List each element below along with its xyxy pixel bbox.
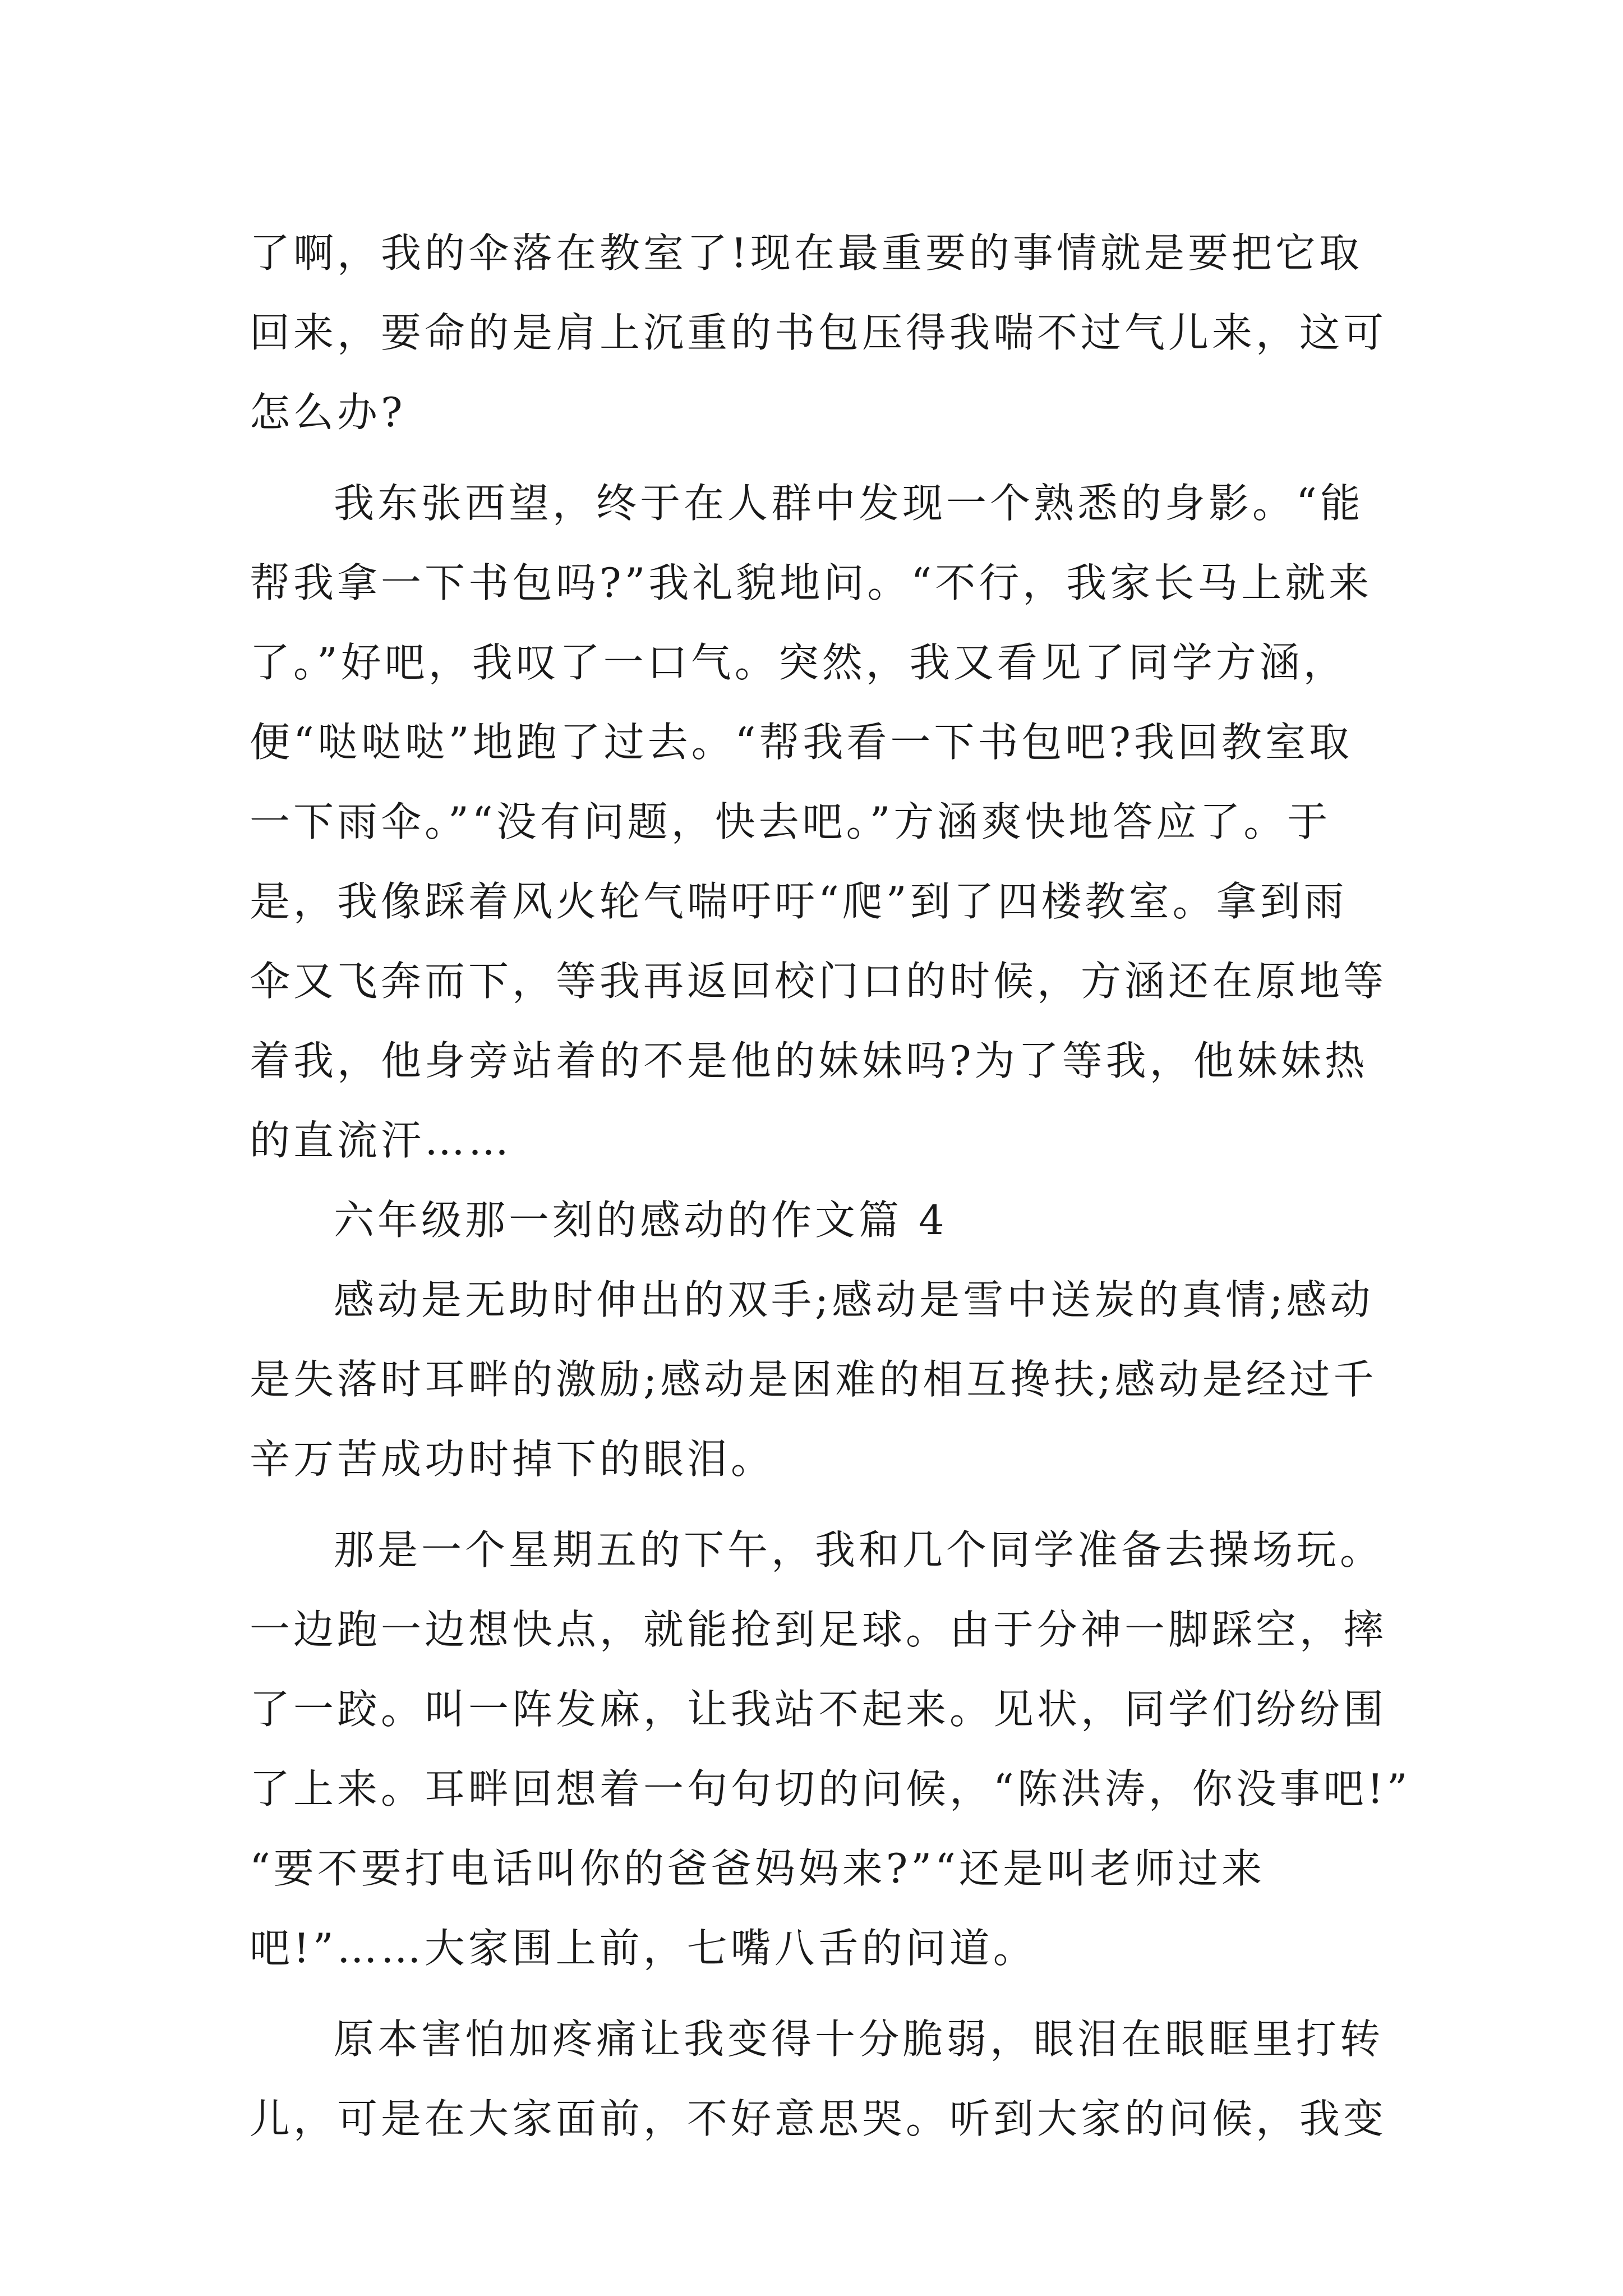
text-line: 便“哒哒哒”地跑了过去。“帮我看一下书包吧?我回教室取 — [250, 719, 1353, 766]
document-body — [250, 213, 1411, 2159]
paragraph — [250, 463, 1387, 1180]
text-line: 伞又飞奔而下，等我再返回校门口的时候，方涵还在原地等 — [250, 958, 1387, 1005]
text-line: 了啊，我的伞落在教室了!现在最重要的事情就是要把它取 — [250, 229, 1363, 277]
text-line: 辛万苦成功时掉下的眼泪。 — [250, 1435, 775, 1483]
text-line: 的直流汗…… — [250, 1117, 513, 1164]
text-line: 了一跤。叫一阵发麻，让我站不起来。见状，同学们纷纷围 — [250, 1686, 1387, 1733]
text-line: 吧!”……大家围上前，七嘴八舌的问道。 — [250, 1925, 1037, 1972]
text-line: 感动是无助时伸出的双手;感动是雪中送炭的真情;感动 — [334, 1276, 1374, 1323]
text-line: 我东张西望，终于在人群中发现一个熟悉的身影。“能 — [334, 480, 1364, 527]
text-line: 一下雨伞。”“没有问题，快去吧。”方涵爽快地答应了。于 — [250, 798, 1331, 845]
text-line: 是，我像踩着风火轮气喘吁吁“爬”到了四楼教室。拿到雨 — [250, 878, 1348, 925]
paragraph — [250, 1999, 1387, 2159]
text-line: 一边跑一边想快点，就能抢到足球。由于分神一脚踩空，摔 — [250, 1606, 1387, 1653]
heading-line: 六年级那一刻的感动的作文篇 4 — [334, 1197, 948, 1244]
paragraph — [250, 1510, 1411, 1988]
text-line: 怎么办? — [250, 389, 406, 436]
section-heading — [250, 1180, 1382, 1260]
text-line: 回来，要命的是肩上沉重的书包压得我喘不过气儿来，这可 — [250, 309, 1387, 356]
text-line: 原本害怕加疼痛让我变得十分脆弱，眼泪在眼眶里打转 — [334, 2016, 1384, 2063]
text-line: 那是一个星期五的下午，我和几个同学准备去操场玩。 — [334, 1526, 1384, 1573]
text-line: 帮我拿一下书包吗?”我礼貌地问。“不行，我家长马上就来 — [250, 559, 1373, 606]
text-line: “要不要打电话叫你的爸爸妈妈来?”“还是叫老师过来 — [250, 1845, 1266, 1892]
paragraph — [250, 213, 1387, 452]
text-line: 着我，他身旁站着的不是他的妹妹吗?为了等我，他妹妹热 — [250, 1037, 1368, 1084]
text-line: 了上来。耳畔回想着一句句切的问候，“陈洪涛，你没事吧!” — [250, 1765, 1411, 1812]
text-line: 儿，可是在大家面前，不好意思哭。听到大家的问候，我变 — [250, 2095, 1387, 2142]
paragraph — [250, 1260, 1382, 1499]
text-line: 是失落时耳畔的激励;感动是困难的相互搀扶;感动是经过千 — [250, 1356, 1377, 1403]
text-line: 了。”好吧，我叹了一口气。突然，我又看见了同学方涵， — [250, 639, 1347, 686]
